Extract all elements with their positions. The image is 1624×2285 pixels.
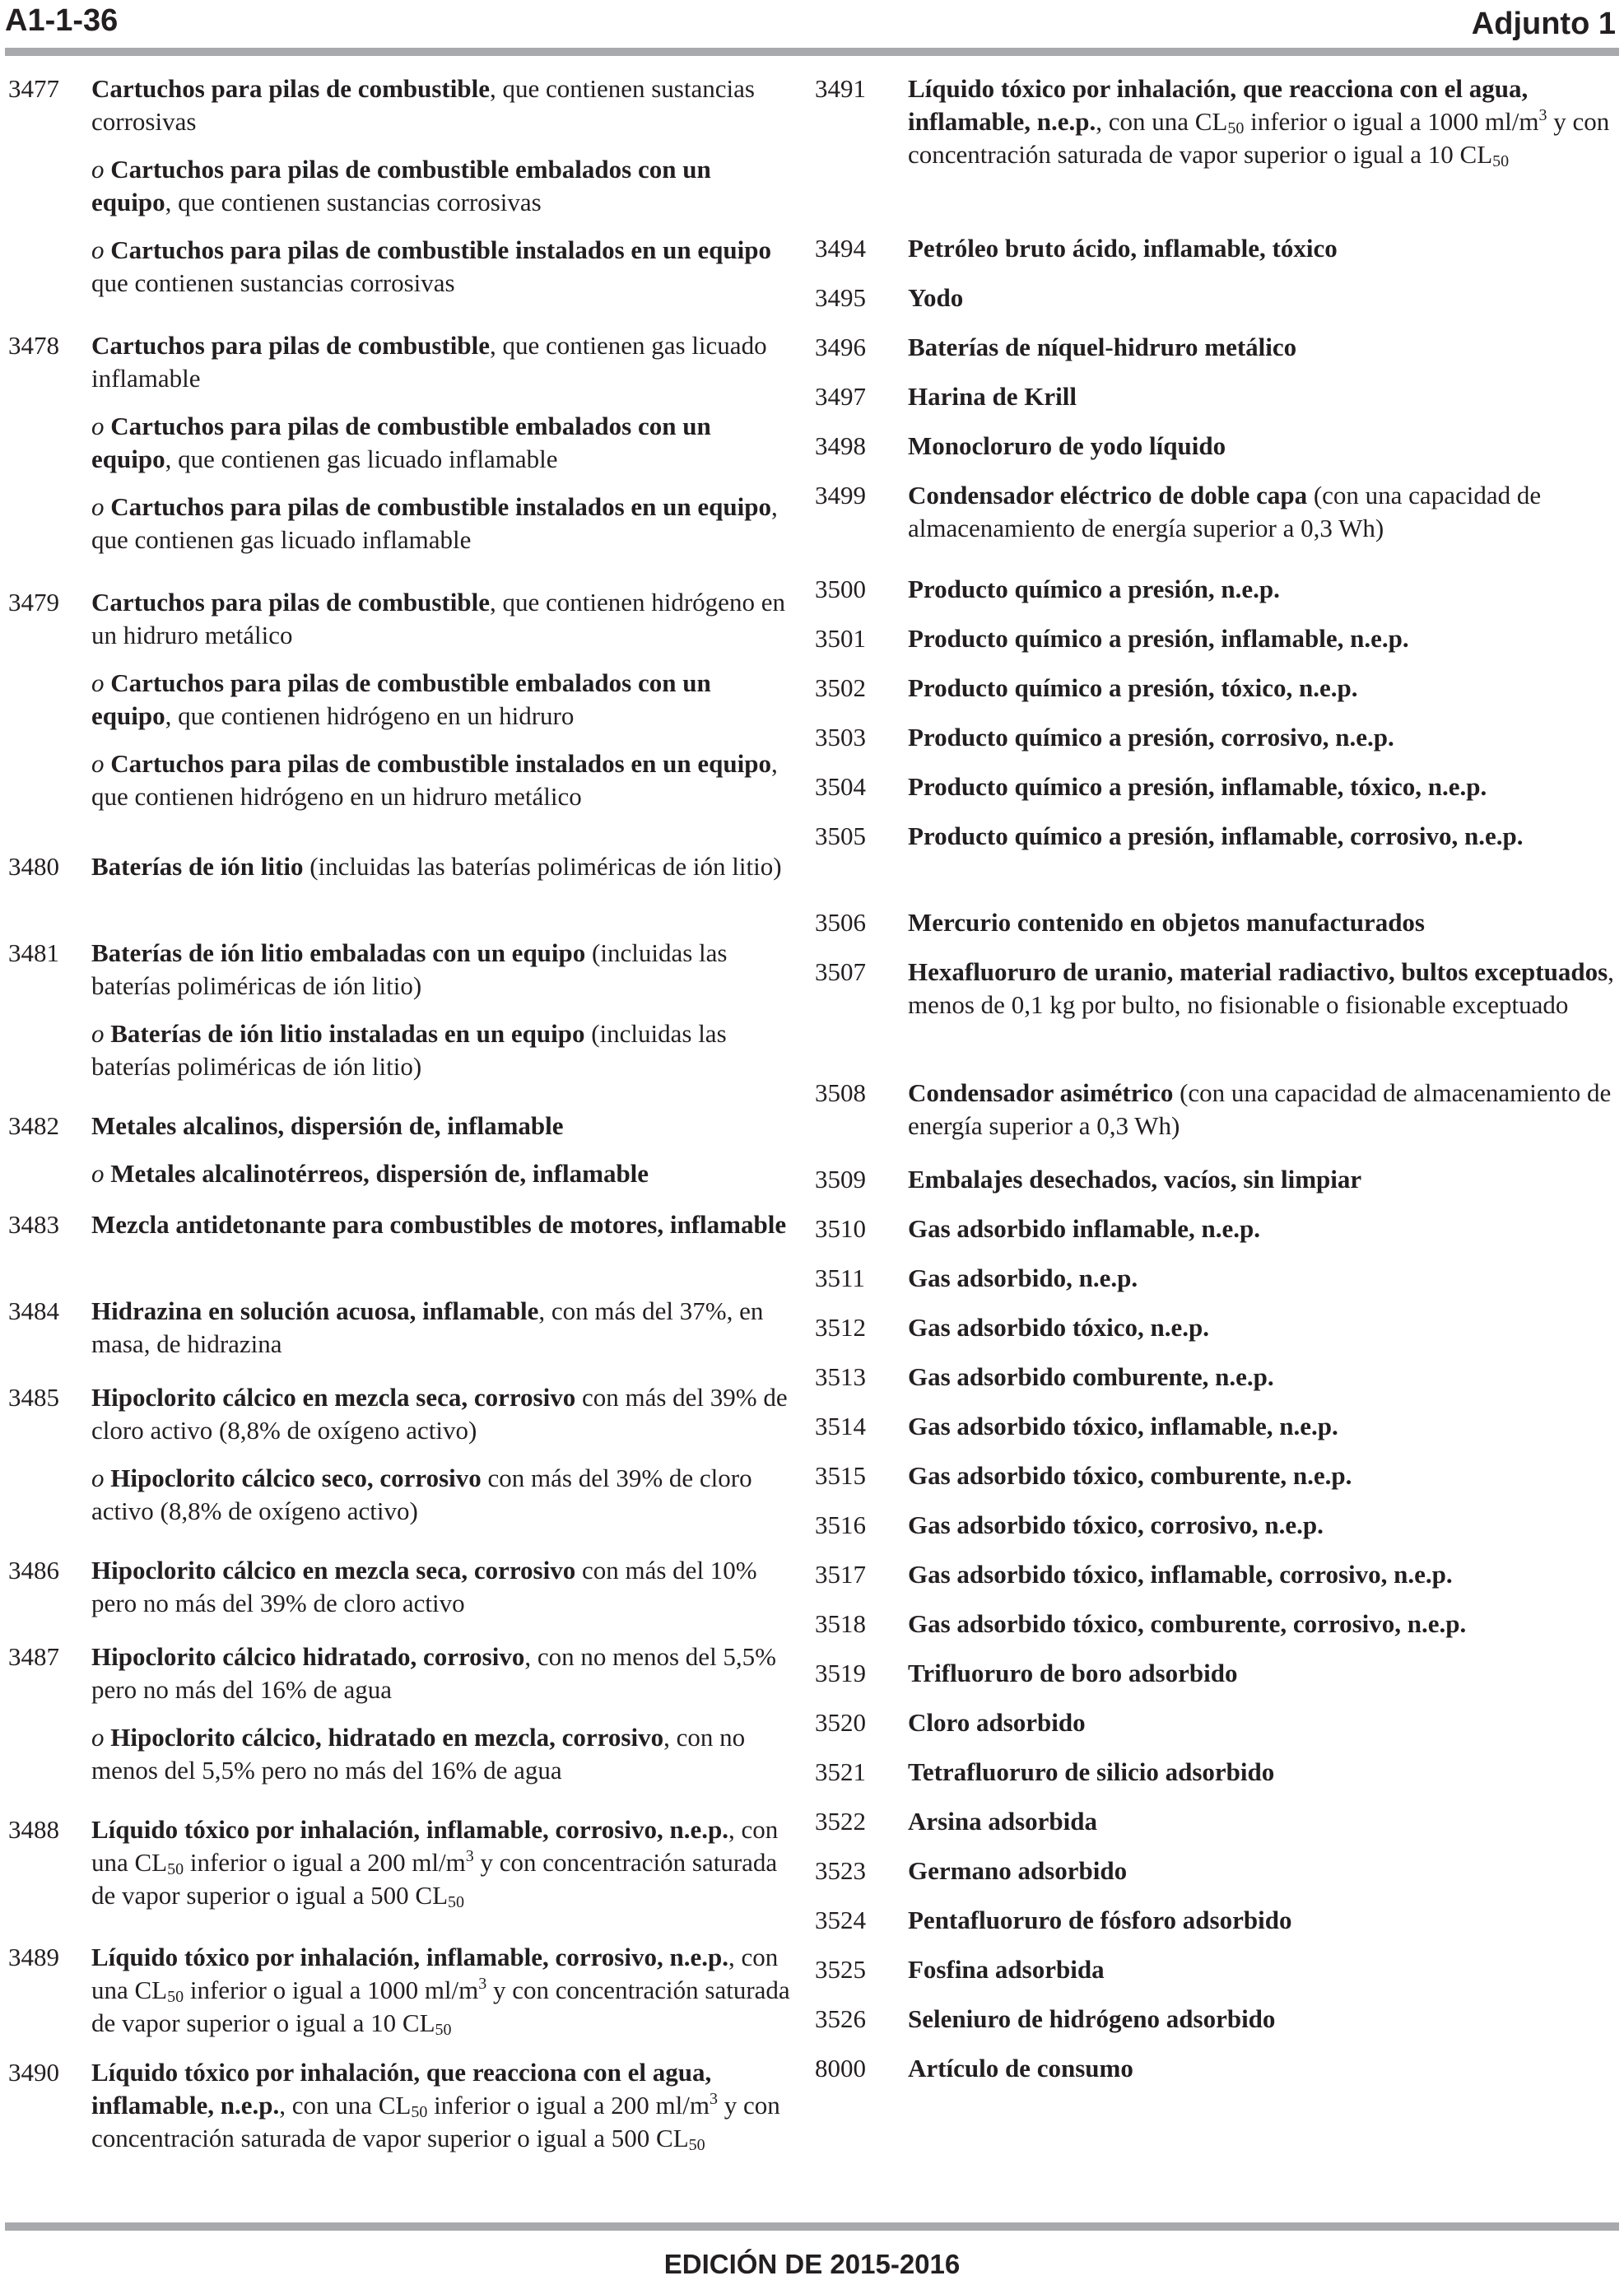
- bold-name: Hipoclorito cálcico en mezcla seca, corrosivo: [91, 1383, 576, 1412]
- plain-text: , con una CL: [279, 2091, 412, 2120]
- plain-text: y con concentración saturada de vapor superior o igual a 500 CL: [91, 1848, 778, 1910]
- un-description: [908, 1410, 1617, 1443]
- un-number: 8000: [815, 2054, 866, 2083]
- un-number: 3515: [815, 1461, 866, 1490]
- un-description: [91, 586, 790, 813]
- bold-name: Germano adsorbido: [908, 1856, 1128, 1885]
- bold-name: Yodo: [908, 283, 964, 312]
- un-number: 3504: [815, 772, 866, 801]
- un-description: [91, 1295, 790, 1361]
- entry-name: [908, 331, 1617, 364]
- un-number: 3518: [815, 1609, 866, 1638]
- bold-name: Hipoclorito cálcico seco, corrosivo: [110, 1464, 482, 1492]
- plain-text: , con una CL: [91, 1943, 779, 2004]
- subscript: 50: [167, 1860, 184, 1878]
- plain-text: , que contienen gas licuado inflamable: [91, 492, 778, 554]
- un-description: [91, 937, 790, 1083]
- un-description: [91, 72, 790, 300]
- entry-name: [91, 1941, 790, 2040]
- subscript: 50: [411, 2103, 428, 2121]
- un-description: [908, 1558, 1617, 1591]
- page-ref: A1-1-36: [5, 3, 119, 38]
- bold-name: Cartuchos para pilas de combustible: [91, 588, 490, 617]
- entry-name: [908, 1410, 1617, 1443]
- bold-name: Cartuchos para pilas de combustible embalados con un equipo: [91, 412, 711, 473]
- plain-text: , con una CL: [1096, 107, 1228, 136]
- entry-name: [908, 1163, 1617, 1196]
- entry-name: [91, 329, 790, 395]
- alternative-marker: o: [91, 1723, 111, 1752]
- bold-name: Producto químico a presión, inflamable, n.e.p.: [908, 624, 1409, 653]
- bold-name: Gas adsorbido tóxico, comburente, corrosivo, n.e.p.: [908, 1609, 1467, 1638]
- un-description: [908, 430, 1617, 463]
- un-number: 3484: [8, 1296, 59, 1325]
- un-description: [908, 820, 1617, 853]
- entry-name: [908, 1904, 1617, 1937]
- entry-alternative: [91, 667, 790, 733]
- bold-name: Gas adsorbido tóxico, comburente, n.e.p.: [908, 1461, 1352, 1490]
- entry-name: [908, 770, 1617, 803]
- bold-name: Harina de Krill: [908, 382, 1077, 411]
- alternative-marker: o: [91, 668, 111, 697]
- plain-text: (incluidas las baterías poliméricas de ión litio): [303, 852, 782, 881]
- plain-text: inferior o igual a 200 ml/m: [184, 1848, 466, 1877]
- entry-name: [908, 1953, 1617, 1986]
- subscript: 50: [435, 2021, 452, 2039]
- entry-alternative: [91, 1462, 790, 1528]
- bold-name: Cartuchos para pilas de combustible: [91, 74, 490, 103]
- un-number: 3494: [815, 234, 866, 263]
- plain-text: , que contienen hidrógeno en un hidruro metálico: [91, 588, 785, 649]
- entry-name: [908, 1509, 1617, 1542]
- alternative-marker: o: [91, 1159, 111, 1188]
- un-description: [908, 2052, 1617, 2085]
- bold-name: Producto químico a presión, tóxico, n.e.p.: [908, 673, 1358, 702]
- un-description: [908, 1163, 1617, 1196]
- plain-text: , con más del 37%, en masa, de hidrazina: [91, 1296, 764, 1358]
- entry-name: [91, 586, 790, 652]
- un-number: 3508: [815, 1078, 866, 1107]
- un-number: 3496: [815, 333, 866, 361]
- entry-name: [908, 72, 1617, 171]
- subscript: 50: [448, 1893, 465, 1911]
- plain-text: , que contienen sustancias corrosivas: [165, 188, 542, 216]
- entry-name: [908, 232, 1617, 265]
- un-description: [908, 1855, 1617, 1887]
- un-description: [908, 1262, 1617, 1295]
- entry-name: [908, 1756, 1617, 1789]
- un-description: [908, 1706, 1617, 1739]
- subscript: 50: [688, 2136, 705, 2154]
- un-description: [908, 1077, 1617, 1142]
- un-number: 3487: [8, 1642, 59, 1671]
- bold-name: Líquido tóxico por inhalación, que reacciona con el agua, inflamable, n.e.p.: [908, 74, 1529, 136]
- un-description: [91, 329, 790, 556]
- entry-name: [908, 2052, 1617, 2085]
- un-number: 3495: [815, 283, 866, 312]
- entry-name: [908, 721, 1617, 754]
- bold-name: Cartuchos para pilas de combustible: [91, 331, 490, 360]
- bold-name: Cartuchos para pilas de combustible instalados en un equipo: [110, 492, 771, 521]
- entry-name: [91, 2056, 790, 2155]
- un-number: 3514: [815, 1412, 866, 1440]
- entry-name: [908, 906, 1617, 939]
- un-description: [908, 232, 1617, 265]
- un-number: 3526: [815, 2004, 866, 2033]
- bold-name: Embalajes desechados, vacíos, sin limpiar: [908, 1165, 1362, 1194]
- bold-name: Hidrazina en solución acuosa, inflamable: [91, 1296, 539, 1325]
- un-description: [908, 1459, 1617, 1492]
- entry-name: [908, 1706, 1617, 1739]
- un-number: 3507: [815, 957, 866, 986]
- entry-alternative: [91, 410, 790, 476]
- un-number: 3488: [8, 1815, 59, 1844]
- bold-name: Arsina adsorbida: [908, 1807, 1097, 1836]
- entry-name: [908, 672, 1617, 705]
- entry-name: [908, 1657, 1617, 1690]
- un-number: 3501: [815, 624, 866, 653]
- un-number: 3479: [8, 588, 59, 617]
- un-description: [91, 1208, 790, 1241]
- entry-name: [908, 282, 1617, 314]
- bold-name: Gas adsorbido inflamable, n.e.p.: [908, 1214, 1261, 1243]
- entry-alternative: [91, 1017, 790, 1083]
- bold-name: Hexafluoruro de uranio, material radiactivo, bultos exceptuados: [908, 957, 1608, 986]
- superscript: 3: [1538, 106, 1547, 124]
- entry-alternative: [91, 747, 790, 813]
- un-number: 3520: [815, 1708, 866, 1737]
- un-description: [91, 1941, 790, 2040]
- un-description: [91, 850, 790, 883]
- un-number: 3513: [815, 1362, 866, 1391]
- entry-name: [908, 380, 1617, 413]
- bold-name: Baterías de ión litio embaladas con un equipo: [91, 938, 586, 967]
- subscript: 50: [1492, 152, 1510, 170]
- entry-alternative: [91, 1157, 790, 1190]
- section-title: Adjunto 1: [1471, 7, 1616, 41]
- plain-text: inferior o igual a 1000 ml/m: [1244, 107, 1539, 136]
- bold-name: Trifluoruro de boro adsorbido: [908, 1659, 1238, 1687]
- bold-name: Seleniuro de hidrógeno adsorbido: [908, 2004, 1276, 2033]
- un-number: 3502: [815, 673, 866, 702]
- un-number: 3510: [815, 1214, 866, 1243]
- bold-name: Hipoclorito cálcico hidratado, corrosivo: [91, 1642, 525, 1671]
- un-description: [91, 1110, 790, 1190]
- un-number: 3506: [815, 908, 866, 937]
- bold-name: Líquido tóxico por inhalación, inflamable, corrosivo, n.e.p.: [91, 1943, 728, 1971]
- entry-alternative: [91, 1721, 790, 1787]
- entry-name: [91, 1640, 790, 1706]
- un-description: [908, 1311, 1617, 1344]
- bold-name: Artículo de consumo: [908, 2054, 1133, 2083]
- bold-name: Gas adsorbido, n.e.p.: [908, 1263, 1138, 1292]
- un-description: [91, 1640, 790, 1787]
- un-description: [908, 622, 1617, 655]
- alternative-marker: o: [91, 749, 111, 778]
- plain-text: , que contienen gas licuado inflamable: [91, 331, 767, 393]
- entry-name: [91, 1295, 790, 1361]
- un-number: 3485: [8, 1383, 59, 1412]
- bold-name: Cartuchos para pilas de combustible instalados en un equipo: [110, 749, 771, 778]
- bottom-rule: [5, 2222, 1619, 2231]
- un-number: 3511: [815, 1263, 865, 1292]
- un-description: [908, 72, 1617, 171]
- bold-name: Gas adsorbido tóxico, corrosivo, n.e.p.: [908, 1510, 1324, 1539]
- un-number: 3491: [815, 74, 866, 103]
- un-number: 3517: [815, 1560, 866, 1589]
- un-description: [908, 1756, 1617, 1789]
- un-number: 3489: [8, 1943, 59, 1971]
- un-number: 3499: [815, 481, 866, 510]
- entry-name: [908, 1855, 1617, 1887]
- entry-name: [91, 1381, 790, 1447]
- entry-name: [908, 1361, 1617, 1394]
- plain-text: , con no menos del 5,5% pero no más del 16% de agua: [91, 1723, 746, 1785]
- entry-name: [908, 1262, 1617, 1295]
- un-number: 3481: [8, 938, 59, 967]
- plain-text: (con una capacidad de almacenamiento de energía superior a 0,3 Wh): [908, 1078, 1612, 1140]
- un-number: 3482: [8, 1111, 59, 1140]
- plain-text: , que contienen hidrógeno en un hidruro metálico: [91, 749, 778, 811]
- edition-footer: EDICIÓN DE 2015-2016: [663, 2249, 961, 2279]
- un-number: 3477: [8, 74, 59, 103]
- plain-text: inferior o igual a 1000 ml/m: [184, 1976, 479, 2004]
- entry-name: [91, 72, 790, 138]
- entry-name: [908, 1077, 1617, 1142]
- un-number: 3516: [815, 1510, 866, 1539]
- alternative-marker: o: [91, 155, 111, 184]
- un-number: 3503: [815, 723, 866, 752]
- bold-name: Gas adsorbido tóxico, inflamable, n.e.p.: [908, 1412, 1338, 1440]
- bold-name: Producto químico a presión, inflamable, corrosivo, n.e.p.: [908, 821, 1524, 850]
- entry-alternative: [91, 234, 790, 300]
- un-description: [908, 1361, 1617, 1394]
- entry-alternative: [91, 491, 790, 556]
- plain-text: (con una capacidad de almacenamiento de energía superior a 0,3 Wh): [908, 481, 1542, 542]
- un-description: [91, 2056, 790, 2155]
- superscript: 3: [478, 1975, 487, 1993]
- un-description: [908, 1805, 1617, 1838]
- subscript: 50: [1227, 119, 1245, 137]
- un-description: [908, 479, 1617, 545]
- plain-text: con más del 10% pero no más del 39% de cloro activo: [91, 1556, 757, 1617]
- un-description: [908, 282, 1617, 314]
- entry-name: [908, 1212, 1617, 1245]
- un-description: [908, 1212, 1617, 1245]
- un-number: 3524: [815, 1906, 866, 1934]
- un-description: [908, 1657, 1617, 1690]
- bold-name: Baterías de ión litio instaladas en un equipo: [110, 1019, 585, 1048]
- bold-name: Cloro adsorbido: [908, 1708, 1086, 1737]
- bold-name: Condensador asimétrico: [908, 1078, 1174, 1107]
- bold-name: Gas adsorbido comburente, n.e.p.: [908, 1362, 1274, 1391]
- entry-name: [908, 1608, 1617, 1640]
- bold-name: Tetrafluoruro de silicio adsorbido: [908, 1757, 1275, 1786]
- top-rule: [5, 48, 1619, 56]
- plain-text: inferior o igual a 200 ml/m: [427, 2091, 710, 2120]
- un-description: [908, 770, 1617, 803]
- entry-name: [908, 1805, 1617, 1838]
- bold-name: Condensador eléctrico de doble capa: [908, 481, 1308, 510]
- subscript: 50: [167, 1988, 184, 2006]
- un-number: 3523: [815, 1856, 866, 1885]
- plain-text: y con concentración saturada de vapor superior o igual a 10 CL: [908, 107, 1610, 169]
- entry-name: [91, 1554, 790, 1620]
- plain-text: y con concentración saturada de vapor superior o igual a 500 CL: [91, 2091, 780, 2152]
- un-description: [908, 1953, 1617, 1986]
- bold-name: Producto químico a presión, n.e.p.: [908, 575, 1280, 603]
- un-description: [908, 2003, 1617, 2036]
- plain-text: , que contienen gas licuado inflamable: [165, 444, 558, 473]
- entry-name: [908, 1459, 1617, 1492]
- un-description: [908, 573, 1617, 606]
- un-number: 3505: [815, 821, 866, 850]
- bold-name: Hipoclorito cálcico, hidratado en mezcla, corrosivo: [110, 1723, 664, 1752]
- bold-name: Baterías de níquel-hidruro metálico: [908, 333, 1297, 361]
- un-number: 3522: [815, 1807, 866, 1836]
- bold-name: Petróleo bruto ácido, inflamable, tóxico: [908, 234, 1338, 263]
- bold-name: Pentafluoruro de fósforo adsorbido: [908, 1906, 1292, 1934]
- un-number: 3519: [815, 1659, 866, 1687]
- un-description: [908, 956, 1617, 1022]
- un-description: [908, 1608, 1617, 1640]
- plain-text: , con no menos del 5,5% pero no más del 16% de agua: [91, 1642, 776, 1704]
- superscript: 3: [710, 2090, 719, 2108]
- un-description: [91, 1554, 790, 1620]
- plain-text: con más del 39% de cloro activo (8,8% de oxígeno activo): [91, 1464, 752, 1525]
- entry-name: [908, 1558, 1617, 1591]
- bold-name: Mezcla antidetonante para combustibles de motores, inflamable: [91, 1210, 787, 1239]
- entry-name: [908, 573, 1617, 606]
- bold-name: Cartuchos para pilas de combustible instalados en un equipo: [110, 235, 771, 264]
- entry-name: [908, 2003, 1617, 2036]
- plain-text: , que contienen sustancias corrosivas: [91, 74, 755, 136]
- un-number: 3521: [815, 1757, 866, 1786]
- bold-name: Cartuchos para pilas de combustible embalados con un equipo: [91, 668, 711, 730]
- un-description: [91, 1813, 790, 1912]
- un-number: 3497: [815, 382, 866, 411]
- bold-name: Producto químico a presión, corrosivo, n.e.p.: [908, 723, 1394, 752]
- alternative-marker: o: [91, 1019, 111, 1048]
- bold-name: Baterías de ión litio: [91, 852, 304, 881]
- un-number: 3490: [8, 2058, 59, 2087]
- un-description: [908, 1509, 1617, 1542]
- un-description: [908, 380, 1617, 413]
- alternative-marker: o: [91, 1464, 111, 1492]
- un-number: 3525: [815, 1955, 866, 1984]
- entry-name: [908, 1311, 1617, 1344]
- superscript: 3: [465, 1847, 474, 1865]
- un-number: 3483: [8, 1210, 59, 1239]
- un-description: [908, 331, 1617, 364]
- entry-name: [91, 1813, 790, 1912]
- entry-name: [91, 850, 790, 883]
- bold-name: Gas adsorbido tóxico, inflamable, corrosivo, n.e.p.: [908, 1560, 1453, 1589]
- plain-text: , con una CL: [91, 1815, 779, 1877]
- entry-name: [91, 1208, 790, 1241]
- un-number: 3486: [8, 1556, 59, 1585]
- bold-name: Monocloruro de yodo líquido: [908, 431, 1226, 460]
- entry-name: [908, 820, 1617, 853]
- entry-name: [908, 479, 1617, 545]
- un-description: [908, 1904, 1617, 1937]
- entry-name: [91, 1110, 790, 1142]
- entry-name: [91, 937, 790, 1003]
- un-number: 3478: [8, 331, 59, 360]
- un-number: 3480: [8, 852, 59, 881]
- plain-text: , menos de 0,1 kg por bulto, no fisionable o fisionable exceptuado: [908, 957, 1614, 1019]
- bold-name: Hipoclorito cálcico en mezcla seca, corrosivo: [91, 1556, 576, 1585]
- entry-name: [908, 622, 1617, 655]
- alternative-marker: o: [91, 412, 111, 440]
- plain-text: que contienen sustancias corrosivas: [91, 268, 455, 297]
- entry-name: [908, 956, 1617, 1022]
- plain-text: (incluidas las baterías poliméricas de ión litio): [91, 1019, 727, 1081]
- bold-name: Líquido tóxico por inhalación, inflamable, corrosivo, n.e.p.: [91, 1815, 728, 1844]
- bold-name: Cartuchos para pilas de combustible embalados con un equipo: [91, 155, 711, 216]
- alternative-marker: o: [91, 235, 111, 264]
- un-number: 3498: [815, 431, 866, 460]
- un-number: 3500: [815, 575, 866, 603]
- un-description: [908, 906, 1617, 939]
- entry-alternative: [91, 153, 790, 219]
- plain-text: con más del 39% de cloro activo (8,8% de oxígeno activo): [91, 1383, 788, 1445]
- bold-name: Gas adsorbido tóxico, n.e.p.: [908, 1313, 1210, 1342]
- plain-text: y con concentración saturada de vapor superior o igual a 10 CL: [91, 1976, 790, 2037]
- un-description: [908, 721, 1617, 754]
- un-description: [91, 1381, 790, 1528]
- bold-name: Líquido tóxico por inhalación, que reacciona con el agua, inflamable, n.e.p.: [91, 2058, 712, 2120]
- entry-name: [908, 430, 1617, 463]
- un-description: [908, 672, 1617, 705]
- alternative-marker: o: [91, 492, 111, 521]
- bold-name: Producto químico a presión, inflamable, tóxico, n.e.p.: [908, 772, 1487, 801]
- bold-name: Metales alcalinos, dispersión de, inflamable: [91, 1111, 564, 1140]
- plain-text: , que contienen hidrógeno en un hidruro: [165, 701, 575, 730]
- bold-name: Fosfina adsorbida: [908, 1955, 1105, 1984]
- un-number: 3512: [815, 1313, 866, 1342]
- bold-name: Mercurio contenido en objetos manufacturados: [908, 908, 1425, 937]
- bold-name: Metales alcalinotérreos, dispersión de, inflamable: [110, 1159, 649, 1188]
- un-number: 3509: [815, 1165, 866, 1194]
- plain-text: (incluidas las baterías poliméricas de ión litio): [91, 938, 728, 1000]
